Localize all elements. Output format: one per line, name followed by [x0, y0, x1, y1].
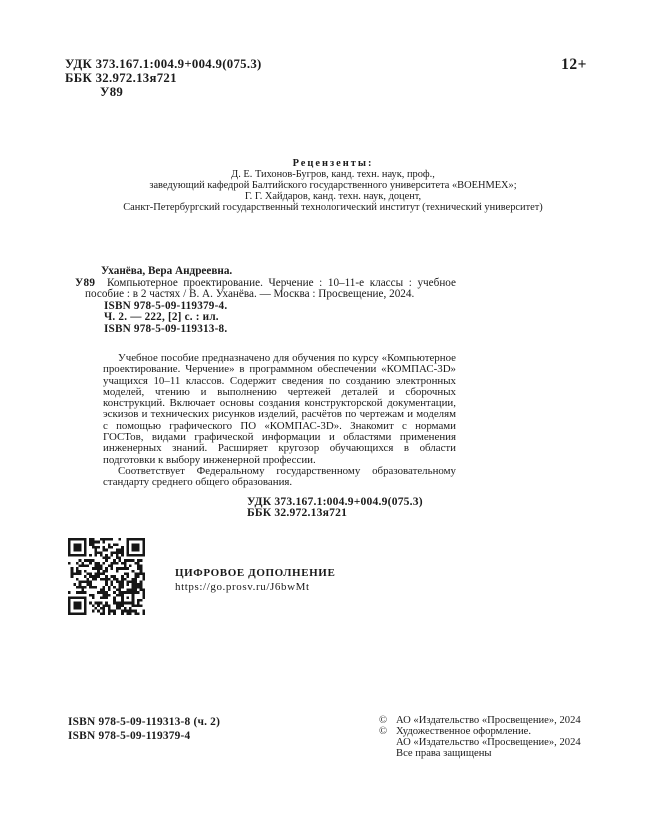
bbk-code: ББК 32.972.13я721: [247, 506, 348, 520]
isbn-part-line: ISBN 978-5-09-119313-8 (ч. 2): [68, 716, 221, 728]
isbn-edition-line: ISBN 978-5-09-119379-4: [68, 730, 191, 743]
annotation-paragraph: Соответствует Федеральному государственному образовательному стандарту среднего общего образования.: [103, 464, 456, 489]
copyright-text: АО «Издательство «Просвещение», 2024: [396, 736, 581, 748]
copyright-line: [379, 749, 581, 760]
reviewers-heading: Рецензенты:: [292, 158, 374, 169]
card-margin-code: У89: [75, 276, 96, 289]
reviewer-line: Санкт-Петербургский государственный технологический институт (технический университет): [123, 201, 543, 213]
card-part-line: Ч. 2. — 222, [2] с. : ил.: [104, 311, 219, 324]
card-bibliographic-description: Компьютерное проектирование. Черчение : 10–11-е классы : учебное пособие : в 2 частях / В. А. Уханёва. — Москва : Просвещение, 2024.: [85, 276, 456, 301]
copyright-symbol: [379, 749, 396, 760]
digital-supplement-title: ЦИФРОВОЕ ДОПОЛНЕНИЕ: [175, 567, 336, 579]
udk-code: УДК 373.167.1:004.9+004.9(075.3): [247, 495, 423, 508]
reviewer-line: заведующий кафедрой Балтийского государственного университета «ВОЕНМЕХ»;: [149, 179, 517, 191]
bbk-code: ББК 32.972.13я721: [65, 71, 177, 85]
card-isbn-edition: ISBN 978-5-09-119379-4.: [104, 299, 228, 312]
udk-code: УДК 373.167.1:004.9+004.9(075.3): [65, 57, 262, 71]
copyright-symbol: ©: [379, 715, 388, 726]
classification-codes-mid: [247, 496, 423, 518]
copyright-text: Все права защищены: [396, 747, 492, 759]
digital-supplement-url: https://go.prosv.ru/J6bwMt: [175, 580, 310, 593]
copyright-text: Художественное оформление.: [396, 725, 531, 737]
reviewers-block: [65, 159, 601, 214]
copyright-symbol: [379, 738, 396, 749]
card-isbn-part: ISBN 978-5-09-119313-8.: [104, 322, 228, 335]
card-author: Уханёва, Вера Андреевна.: [101, 265, 233, 277]
copyright-symbol: ©: [379, 725, 388, 737]
qr-code: [68, 538, 145, 615]
isbn-block: [68, 715, 220, 743]
reviewer-line: Д. Е. Тихонов-Бугров, канд. техн. наук, проф.,: [231, 168, 435, 180]
copyright-text: АО «Издательство «Просвещение», 2024: [396, 715, 581, 726]
catalog-card: [75, 265, 456, 336]
annotation-paragraph: Учебное пособие предназначено для обучения по курсу «Компьютерное проектирование. Черчение» в программном обеспечении «КОМПАС-3D» учащихся 10–11 классов. Содержит сведения по созданию электронных моделей, чтению и выполнению чертежей деталей и сборочных конструкций. Включает основы создания конструкторской документации, эскизов и технических рисунков изделий, расчётов по чертежам и моделям с помощью графического ПО «КОМПАС-3D». Знакомит с нормами ГОСТов, видами графической информации и областями применения инженерных знаний. Расширяет кругозор обучающихся в области подготовки к выбору инженерной профессии.: [103, 352, 456, 466]
annotation-block: [103, 353, 456, 489]
copyright-block: [379, 716, 581, 760]
author-sign-code: У89: [100, 85, 124, 99]
reviewer-line: Г. Г. Хайдаров, канд. техн. наук, доцент,: [244, 190, 422, 202]
age-rating-badge: 12+: [561, 56, 587, 73]
classification-codes-top: [65, 57, 262, 99]
digital-supplement: [175, 567, 335, 594]
